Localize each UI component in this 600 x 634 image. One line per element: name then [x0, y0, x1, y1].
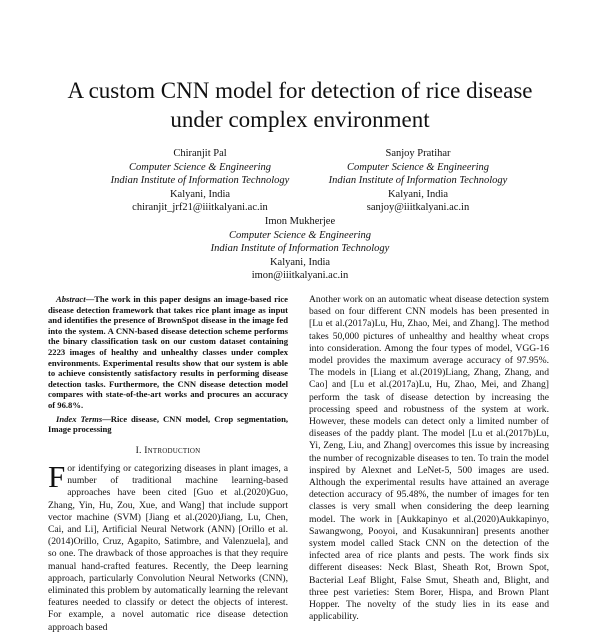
section-number: I.	[135, 444, 142, 456]
author-email: sanjoy@iiitkalyani.ac.in	[366, 202, 470, 213]
author-name: Chiranjit Pal	[173, 148, 227, 159]
section-title: Introduction	[144, 444, 201, 456]
left-column	[48, 294, 288, 634]
intro-paragraph	[48, 458, 288, 634]
author-institute: Indian Institute of Information Technology	[328, 175, 508, 186]
index-terms-text: —Rice disease, CNN model, Crop segmentation, Image processing	[48, 413, 288, 435]
author-city: Kalyani, India	[169, 188, 231, 200]
author-email: chiranjit_jrf21@iiitkalyani.ac.in	[132, 202, 268, 213]
drop-cap: F	[48, 458, 66, 494]
abstract-text: —The work in this paper designs an image-based rice disease detection framework that takes rice plant image as input and identifies the presence of BrownSpot disease in the image fed into the system. A CNN-based disease detection scheme performs the binary classification task on our custom dataset containing 2223 images of healthy and unhealthy classes under complex environments. Experimental results show that our system is able to achieve consistently satisfactory results in performing disease detection tasks. Furthermore, the CNN disease detection model compares with state-of-the-art works and procures an accuracy of 96.8%.	[48, 294, 288, 410]
author-block	[180, 215, 420, 283]
author-institute: Indian Institute of Information Technology	[110, 175, 290, 186]
body-paragraph: Another work on an automatic wheat disease detection system based on four different CNN models has been presented in [Lu et al.(2017a)Lu, Hu, Zhao, Mei, and Zhang]. The method takes 50,000 pictures of unhealthy and healthy wheat crops into consideration. Among the four types of model, VGG-16 model provides the maximum average accuracy of 97.95%. The models in [Liang et al.(2019)Liang, Zhang, Zhang, and Cao] and [Lu et al.(2017a)Lu, Hu, Zhao, Mei, and Zhang] perform the task of disease detection by increasing the processing speed and robustness of the system at work. However, these models can detect only a limited number of diseases of the paddy plant. The model [Lu et al.(2017b)Lu, Yi, Zeng, Liu, and Zhang] overcomes this issue by increasing the number of recognizable diseases to ten. To train the model inspired by Alexnet and LeNet-5, 500 images are used. Although the experimental results have attained an average detection accuracy of 95.48%, the number of images for ten classes is very small when considering the deep learning model. The work in [Aukkapinyo et al.(2020)Aukkapinyo, Sawangwong, Pooyoi, and Kusakunniran] presents another system model called Stack CNN on the detection of the infected area of rice plants and pests. The work finds six different diseases: Neck Blast, Sheath Rot, Brown Spot, Bacterial Leaf Blight, False Smut, Sheath and, Blight, and three pest varieties: Stem Borer, Hispa, and Brown Plant Hopper. The novelty of the study lies in its ease and applicability.	[309, 294, 549, 623]
index-terms-label: Index Terms	[56, 413, 103, 424]
author-block	[298, 147, 538, 215]
index-terms	[48, 414, 288, 435]
author-department: Computer Science & Engineering	[228, 229, 371, 241]
author-department: Computer Science & Engineering	[346, 161, 489, 173]
author-email: imon@iiitkalyani.ac.in	[251, 270, 349, 281]
intro-text: or identifying or categorizing diseases in plant images, a number of traditional machine learning-based approaches have been cited [Guo et al.(2020)Guo, Zhang, Yin, Hu, Zou, Xue, and Wang] that include support vector machine (SVM) [Jiang et al.(2020)Jiang, Lu, Chen, Cai, and Li], Artificial Neural Network (ANN) [Orillo et al.(2014)Orillo, Cruz, Agapito, Satimbre, and Valenzuela], and so one. The drawback of those approaches is that they require manual hand-crafted features. Recently, the Deep learning approach, particularly Convolution Neural Networks (CNN), eliminated this problem by automatically learning the relevant features needed to classify or detect the objects of interest. For example, a novel automatic rice disease detection approach based	[48, 462, 288, 633]
author-department: Computer Science & Engineering	[128, 161, 271, 173]
author-city: Kalyani, India	[387, 188, 449, 200]
author-city: Kalyani, India	[269, 256, 331, 268]
right-column	[309, 294, 549, 623]
author-name: Sanjoy Pratihar	[385, 148, 451, 159]
author-institute: Indian Institute of Information Technology	[210, 243, 390, 254]
section-heading	[48, 445, 288, 457]
paper-title: A custom CNN model for detection of rice disease under complex environment	[67, 78, 533, 132]
abstract-label: Abstract	[56, 294, 86, 304]
author-name: Imon Mukherjee	[264, 216, 336, 227]
author-block	[80, 147, 320, 215]
abstract	[48, 294, 288, 411]
